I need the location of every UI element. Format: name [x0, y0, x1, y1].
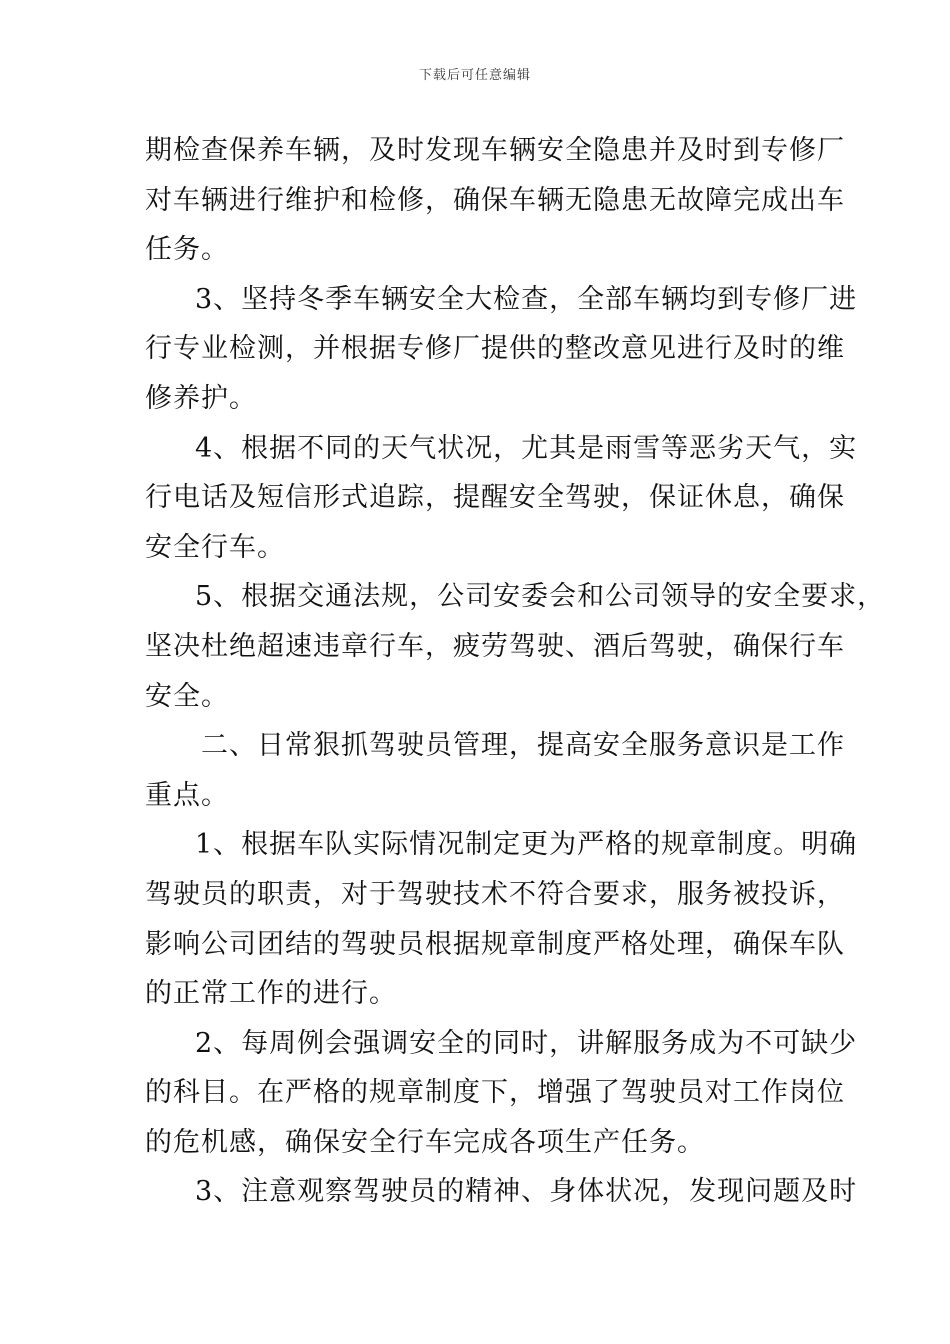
- paragraph-start: 2、每周例会强调安全的同时，讲解服务成为不可缺少: [195, 1027, 858, 1059]
- page-header: 下载后可任意编辑: [418, 68, 531, 83]
- document-body: [145, 126, 886, 1217]
- text-line: 重点。: [145, 779, 229, 811]
- text-line: 的正常工作的进行。: [145, 978, 397, 1010]
- text-line: 坚决杜绝超速违章行车，疲劳驾驶、酒后驾驶，确保行车: [145, 630, 845, 662]
- text-line: 的科目。在严格的规章制度下，增强了驾驶员对工作岗位: [145, 1077, 845, 1109]
- paragraph-start: 3、坚持冬季车辆安全大检查，全部车辆均到专修厂进: [195, 283, 858, 315]
- text-line: 的危机感，确保安全行车完成各项生产任务。: [145, 1126, 705, 1158]
- text-line: 安全行车。: [145, 531, 285, 563]
- text-line: 安全。: [145, 680, 229, 712]
- paragraph-start: 5、根据交通法规，公司安委会和公司领导的安全要求，: [195, 581, 886, 613]
- text-line: 对车辆进行维护和检修，确保车辆无隐患无故障完成出车: [145, 184, 845, 216]
- section-heading: 二、日常狠抓驾驶员管理，提高安全服务意识是工作: [201, 730, 845, 762]
- text-line: 修养护。: [145, 382, 257, 414]
- paragraph-start: 4、根据不同的天气状况，尤其是雨雪等恶劣天气，实: [195, 432, 858, 464]
- text-line: 行专业检测，并根据专修厂提供的整改意见进行及时的维: [145, 333, 845, 365]
- text-line: 期检查保养车辆，及时发现车辆安全隐患并及时到专修厂: [145, 135, 845, 166]
- paragraph-start: 3、注意观察驾驶员的精神、身体状况，发现问题及时: [195, 1176, 858, 1208]
- text-line: 行电话及短信形式追踪，提醒安全驾驶，保证休息，确保: [145, 482, 845, 514]
- text-line: 影响公司团结的驾驶员根据规章制度严格处理，确保车队: [145, 928, 845, 960]
- text-line: 驾驶员的职责，对于驾驶技术不符合要求，服务被投诉，: [145, 878, 845, 910]
- text-line: 任务。: [145, 234, 229, 266]
- paragraph-start: 1、根据车队实际情况制定更为严格的规章制度。明确: [195, 829, 858, 861]
